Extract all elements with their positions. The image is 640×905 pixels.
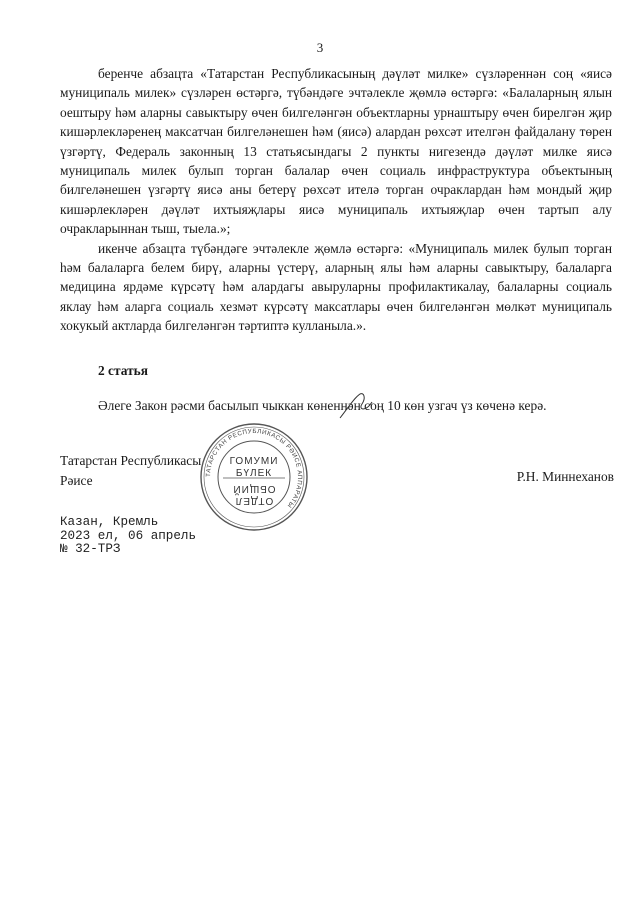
paragraph-second-clause: икенче абзацта түбәндәге эчтәлекле җөмлә өстәргә: «Муниципаль милек булып торган һәм балаларга белем бирү, аларны үстерү, аларның ялы һәм аларны савыктыру, балаларга медицина ярдәме күрсәтү һәм алардагы авыруларны профилактикалау, балаларны социаль яклау һәм аларга социаль хезмәт күрсәтү максатлары өчен билгеләнгән мөлкәт муниципаль хокукый актларда билгеләнгән тәртиптә кулланыла.».: [60, 240, 612, 334]
stamp-ring-text: ТАТАРСТАН РЕСПУБЛИКАСЫ РӘИСЕ АППАРАТЫ: [204, 427, 304, 510]
article-heading: 2 статья: [98, 363, 148, 378]
page-number: 3: [316, 40, 324, 55]
document-meta: [60, 516, 196, 557]
stamp-line1: ГОМУМИ: [229, 456, 279, 467]
paragraph-first-clause: беренче абзацта «Татарстан Республикасының дәүләт милке» сүзләреннән соң «яисә муниципаль милек» сүзләрен өстәргә, түбәндәге эчтәлекле җөмлә өстәргә: «Балаларның ялын оештыру һәм аларны савыктыру өчен билгеләнгән объектларны урнаштыру өчен бирелгән җир кишәрлекләренең максатчан билгеләнешен һәм (яисә) алардан рөхсәт ителгән файдалану төрен үзгәртү, Федераль законның 13 статьясындагы 2 пункты нигезендә дәүләт милке яисә муниципаль милек булып торган балалар өчен социаль инфраструктура объектының билгеләнешен үзгәртү яисә аны бетерү рөхсәт ителә торган очраклардан һәм мондый җир кишәрлекләрен дәүләт ихтыяҗлары яисә муниципаль ихтыяҗлар өчен тартып алу очракларыннан тыш, тыела.»;: [60, 66, 612, 237]
stamp-line3: ОБЩИЙ: [232, 483, 276, 494]
signatory-title-line2: Рәисе: [60, 473, 93, 488]
meta-number: № 32-ТРЗ: [60, 542, 121, 557]
signatory-name: Р.Н. Миннеханов: [516, 469, 614, 484]
signatory-title-line1: Татарстан Республикасы: [60, 453, 202, 468]
stamp-line2: БҮЛЕК: [235, 468, 273, 479]
stamp-line4: ОТДЕЛ: [234, 495, 274, 506]
effective-clause: Әлеге Закон рәсми басылып чыккан көненнән соң 10 көн узгач үз көченә керә.: [98, 398, 547, 413]
official-stamp: [199, 422, 309, 532]
meta-date: 2023 ел, 06 апрель: [60, 528, 197, 543]
meta-place: Казан, Кремль: [60, 515, 159, 529]
document-body: [60, 64, 612, 336]
signatory-title: [60, 451, 201, 491]
handwritten-mark: [336, 388, 376, 424]
